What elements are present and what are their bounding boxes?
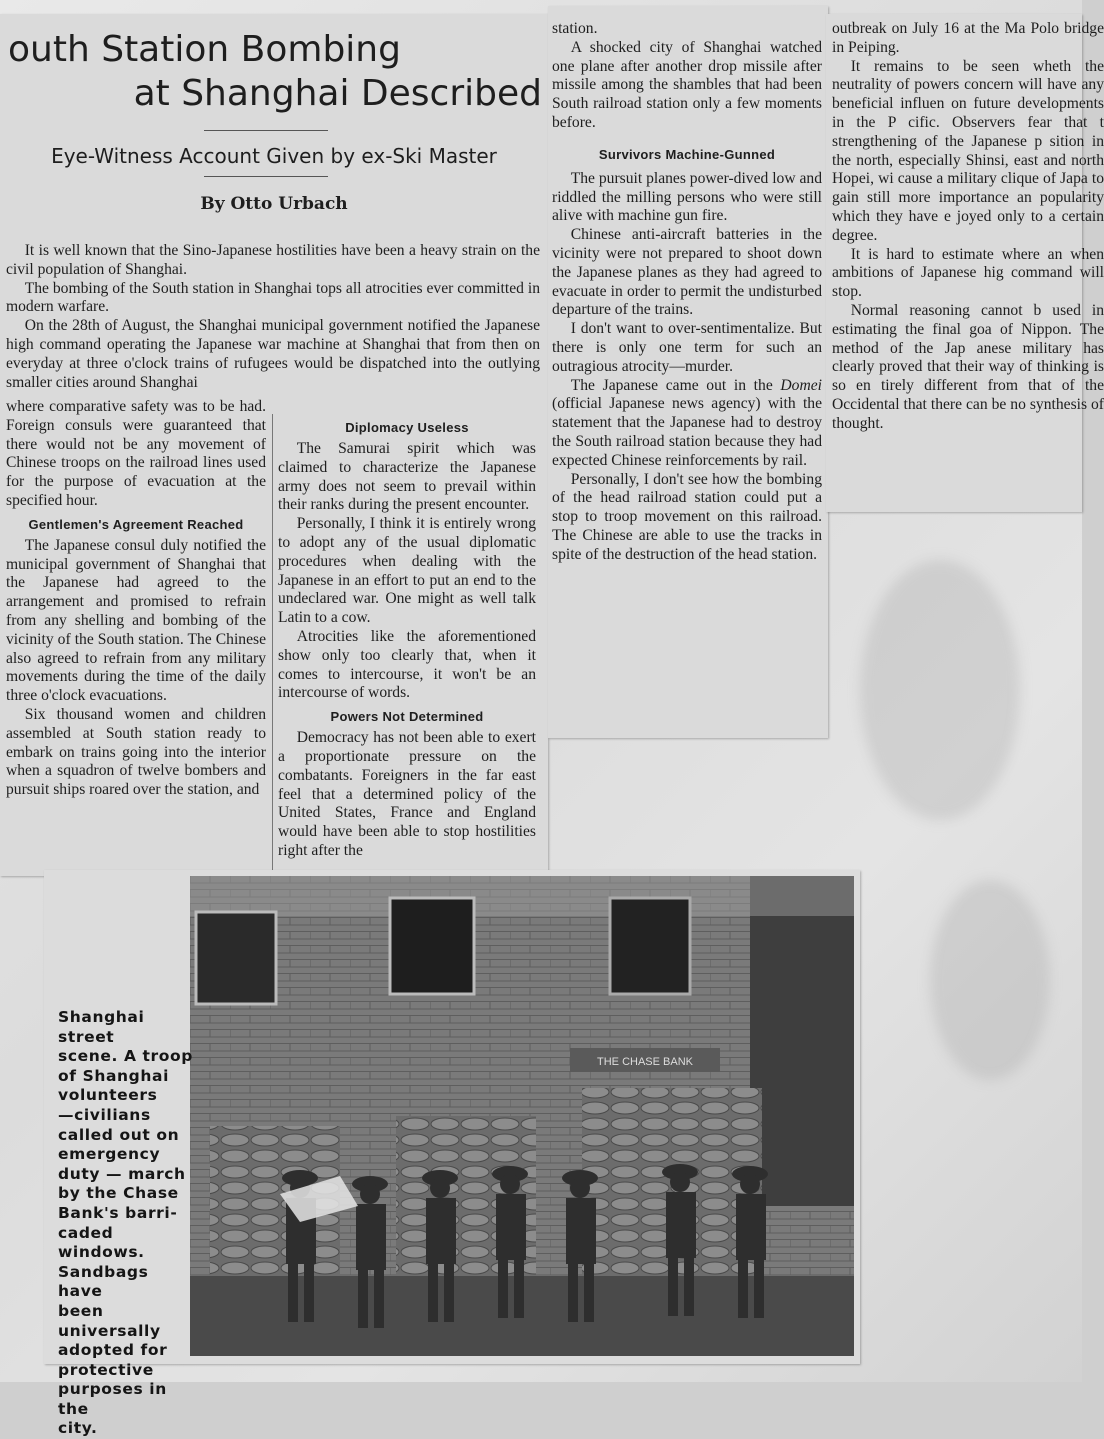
water-stain [930, 880, 1050, 1080]
paragraph: Chinese anti-aircraft batteries in the vicinity were not prepared to shoot down the Japanese planes as they had agreed to evacuate in order to permit the undisturbed departure of the trains. [552, 226, 822, 319]
photo-caption: Shanghai street scene. A troop of Shanghai volunteers —civilians called out on emergency duty — march by the Chase Bank's barri- caded windows. Sandbags have been universally adopted for protective purposes in the city. [58, 1008, 193, 1438]
text-fragment: The Japanese came out in the [570, 376, 773, 394]
deck-headline: Eye-Witness Account Given by ex-Ski Master [51, 144, 497, 168]
lead-text [6, 242, 540, 392]
subhead: Powers Not Determined [330, 709, 484, 725]
subhead: Diplomacy Useless [345, 420, 469, 435]
paragraph: The Japanese consul duly notified the municipal government of Shanghai that the Japanese had agreed to the arrangement and promised to refrain from any shelling and bombing of the vicinity of the South station. The Chinese also agreed to refrain from any military movements during the time of the daily three o'clock evacuations. [6, 536, 266, 705]
headline-line-1: outh Station Bombing [8, 29, 401, 70]
street-scene-image [190, 876, 854, 1356]
column-middle [278, 412, 536, 861]
paragraph: A shocked city of Shanghai watched one plane after another drop missile after missile among the shambles that had been South railroad station only a few moments before. [552, 38, 822, 131]
paragraph: The pursuit planes power-dived low and riddled the milling persons who were still alive with machine gun fire. [552, 169, 823, 225]
photo-clipping [44, 870, 860, 1438]
lead-paragraph: On the 28th of August, the Shanghai municipal government notified the Japanese high command operating the Japanese war machine at Shanghai that from then on everyday at three o'clock trains of rufugees would be dispatched into the outlying smaller cities around Shanghai [6, 317, 540, 391]
article-clipping-column-3 [548, 6, 828, 738]
paragraph: outbreak on July 16 at the Ma Polo bridge in Peiping. [832, 20, 1104, 56]
subhead: Survivors Machine-Gunned [598, 146, 776, 162]
headline [4, 28, 544, 116]
paragraph: Personally, I think it is entirely wrong to adopt any of the usual diplomatic procedures when dealing with the Japanese in an effort to put an end to the undeclared war. One might as well talk Latin to a cow. [278, 515, 536, 627]
article-clipping-column-4 [826, 14, 1104, 512]
paragraph: Democracy has not been able to exert a proportionate pressure on the combatants. Foreigners in the far east feel that a determined policy of the United States, France and England would have been able to stop hostilities right after the [278, 729, 536, 859]
water-stain [860, 560, 1020, 820]
photograph [190, 876, 854, 1356]
agency-name: Domei [780, 376, 822, 394]
paragraph: Personally, I don't see how the bombing of the head railroad station could put a stop to troop movement on this railroad. The Chinese are able to use the tracks in spite of the destruction of the head station. [552, 470, 822, 563]
paragraph [552, 377, 822, 471]
paragraph: It is hard to estimate where an when ambitions of Japanese hig command will stop. [832, 245, 1104, 301]
byline: By Otto Urbach [200, 194, 348, 214]
paragraph: The Samurai spirit which was claimed to characterize the Japanese army does not seem to prevail within their ranks during the present encounter. [278, 440, 536, 514]
column-4 [832, 20, 1104, 434]
paragraph: station. [552, 20, 598, 37]
column-3 [552, 20, 822, 565]
chase-bank-sign: THE CHASE BANK [597, 1056, 693, 1068]
column-rule [272, 414, 273, 870]
paragraph: I don't want to over-sentimentalize. But there is only one term for such an outragious atrocity—murder. [552, 320, 822, 375]
paragraph: It remains to be seen wheth the neutrality of powers concern will have any beneficial influen on future developments in the P cific. Observers fear that t strengthening of the Japanese p sition in the north, especially Shinsi, east and north Hopei, wi cause a military clique of Japa to gain still more importance an popularity which they have e joyed only to a certain degree. [832, 57, 1104, 244]
paragraph: Six thousand women and children assembled at South station ready to embark on trains going into the interior when a squadron of twelve bombers and pursuit ships roared over the station, and [6, 705, 266, 799]
divider [204, 130, 328, 131]
article-clipping-left [0, 14, 548, 876]
divider [204, 176, 328, 177]
paragraph: where comparative safety was to be had. Foreign consuls were guaranteed that there would not be any movement of Chinese troops on the railroad lines used for the purpose of evacuation at the specified hour. [6, 398, 266, 509]
column-left [6, 398, 266, 800]
paragraph: Normal reasoning cannot b used in estimating the final goa of Nippon. The method of the Jap anese military has clearly proved that their way of thinking is so en tirely different from that of the Occidental that there can be no synthesis of thought. [832, 301, 1104, 432]
subhead: Gentlemen's Agreement Reached [28, 516, 244, 532]
headline-line-2: at Shanghai Described [133, 73, 542, 114]
lead-paragraph: The bombing of the South station in Shanghai tops all atrocities ever committed in modern warfare. [6, 279, 540, 316]
paragraph: Atrocities like the aforementioned show only too clearly that, when it comes to intercourse, it won't be an intercourse of words. [278, 627, 536, 702]
text-fragment: (official Japanese news agency) with the statement that the Japanese had to destroy the South railroad station because they had expected Chinese reinforcements by rail. [552, 395, 822, 469]
lead-paragraph: It is well known that the Sino-Japanese hostilities have been a heavy strain on the civil population of Shanghai. [6, 242, 540, 278]
